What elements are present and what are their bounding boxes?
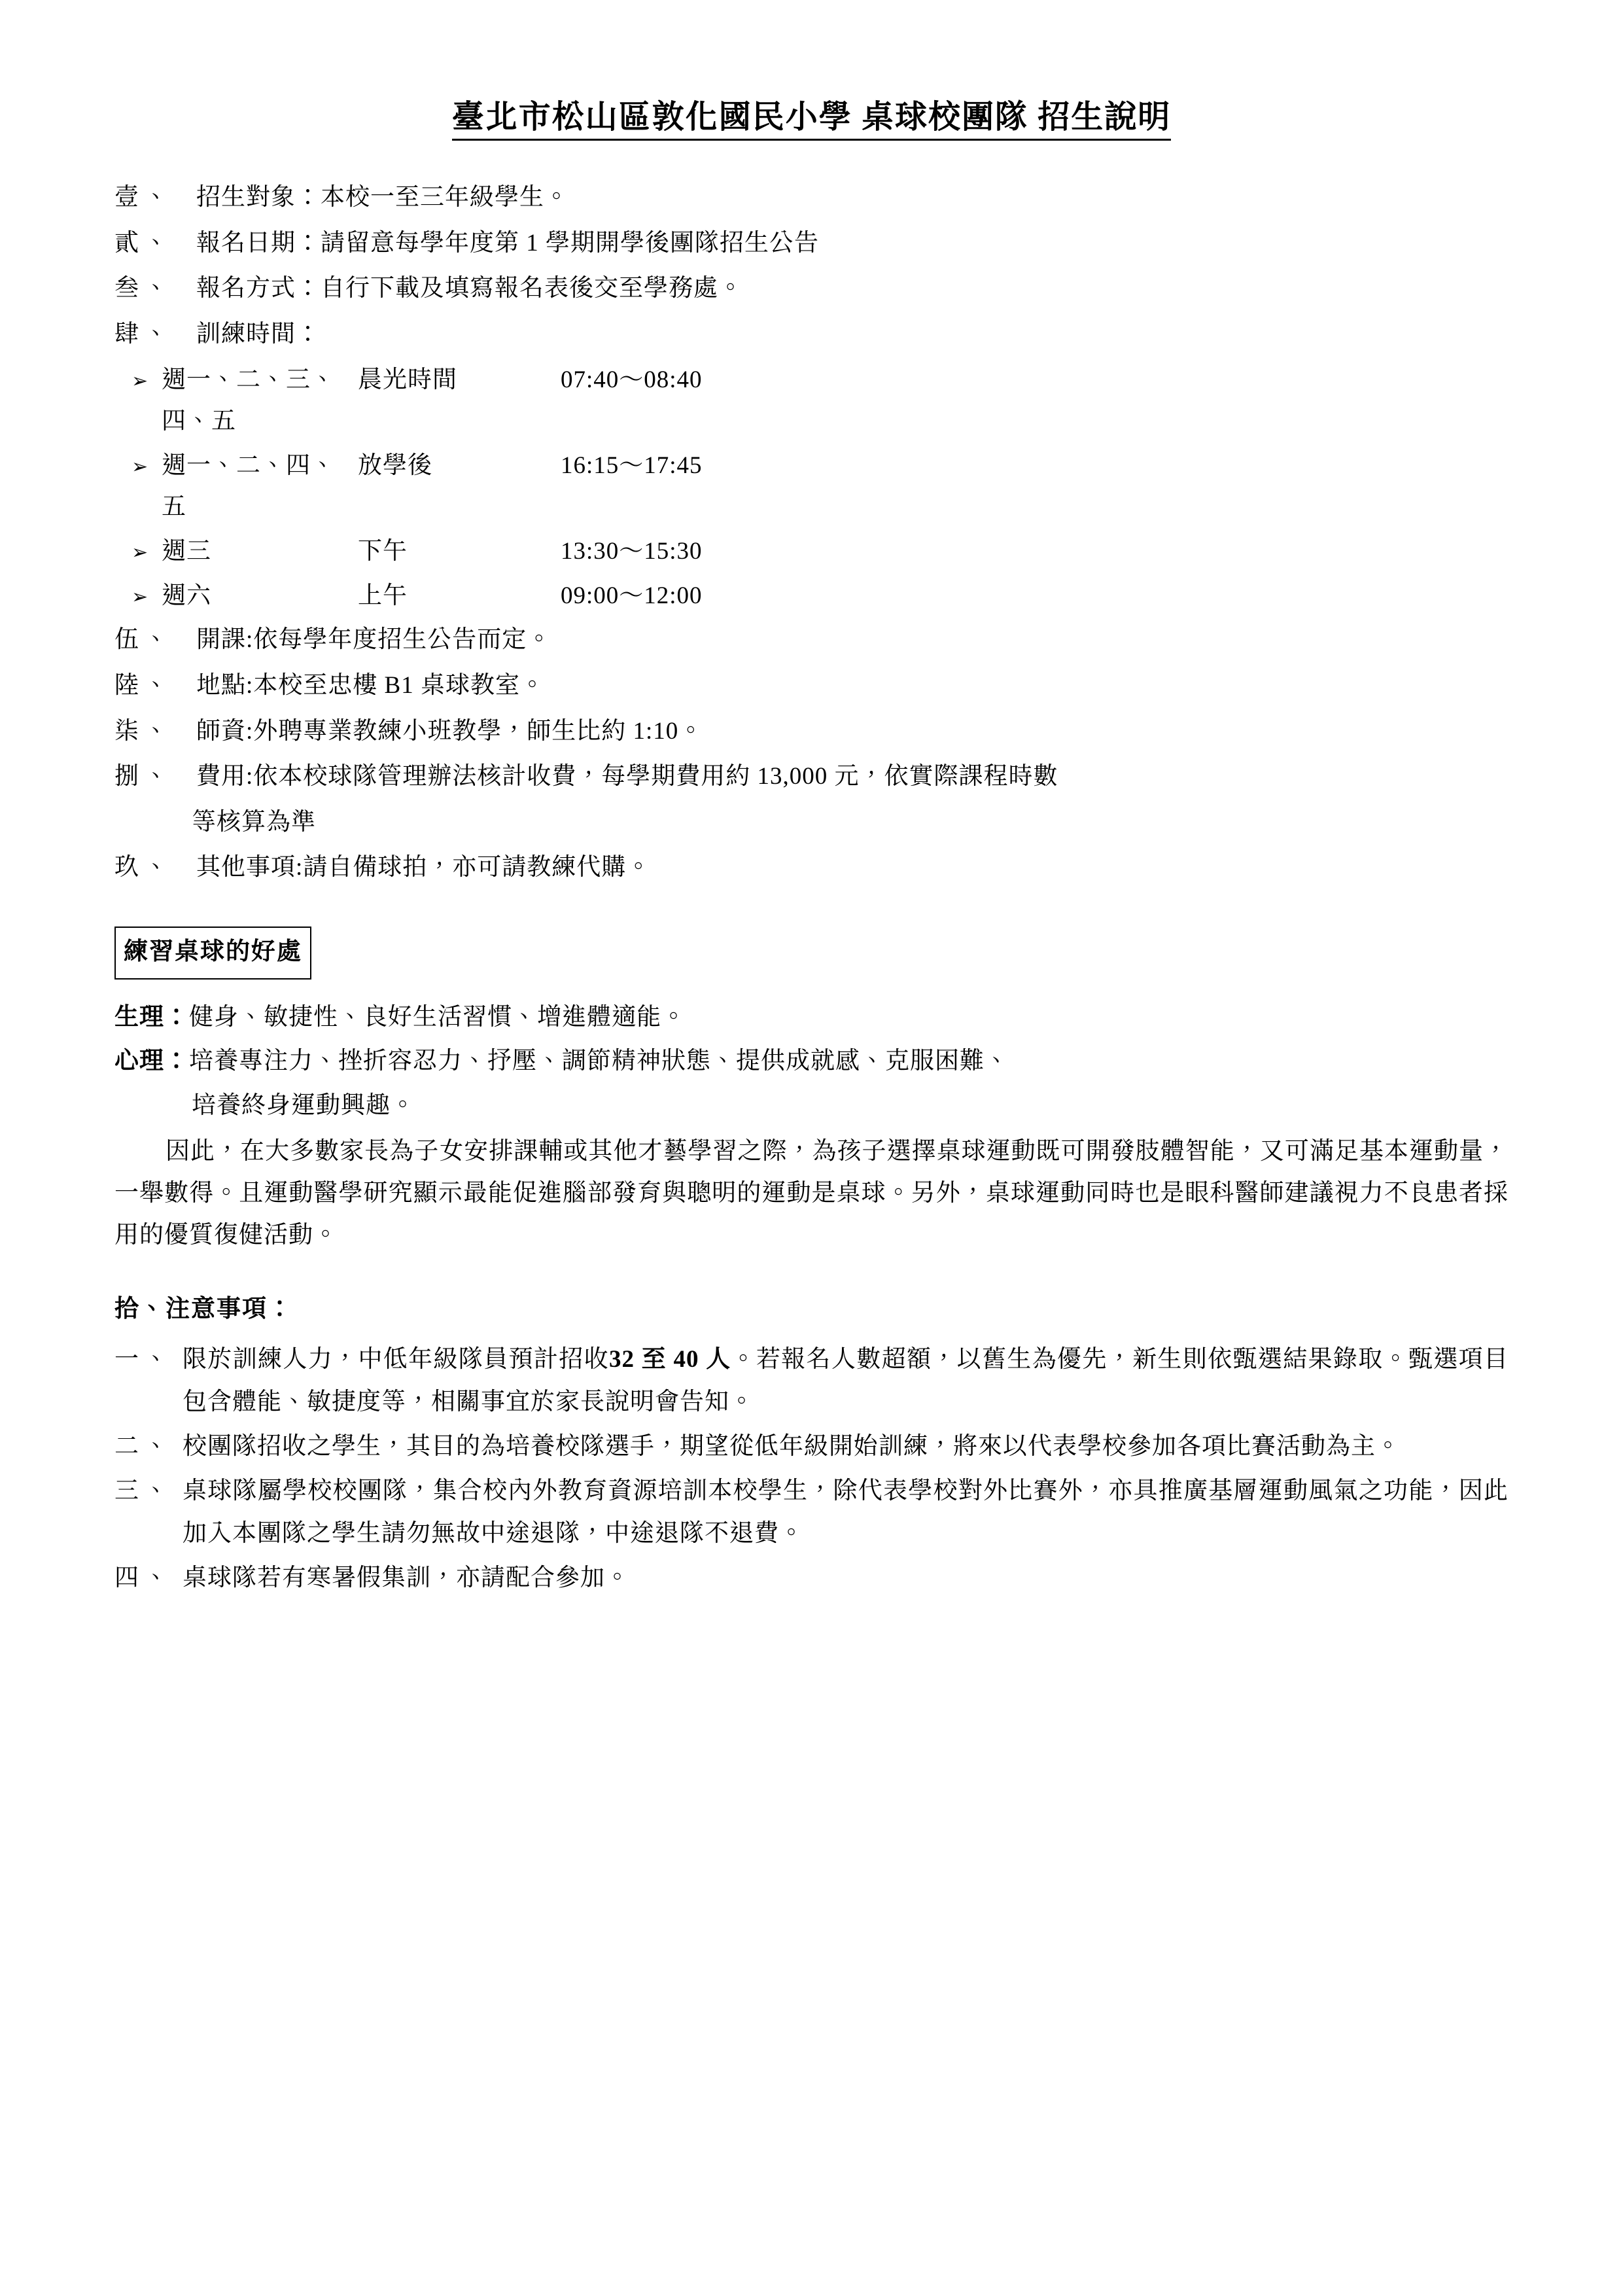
schedule-period: 下午 [358,538,408,565]
arrow-bullet-icon: ➢ [131,455,149,478]
notice-text: 校團隊招收之學生，其目的為培養校隊選手，期望從低年級開始訓練，將來以代表學校參加各項比賽活動為主。 [183,1433,1401,1460]
item-label: 玖、 [114,854,173,881]
page-title-text: 臺北市松山區敦化國民小學 桌球校團隊 招生說明 [452,99,1172,141]
list-item [114,313,1509,355]
benefit-psychological-continuation: 培養終身運動興趣。 [192,1091,415,1119]
item-label: 壹、 [114,184,173,211]
list-item [114,619,1509,661]
section-heading-benefits: 練習桌球的好處 [114,927,311,980]
item-label: 捌、 [114,763,173,790]
benefit-psychological-label: 心理： [114,1048,189,1075]
document-body [114,177,1509,1600]
list-item [114,268,1509,309]
item-text: 訓練時間： [196,320,321,347]
item-text: 費用:依本校球隊管理辦法核計收費，每學期費用約 13,000 元，依實際課程時數 [196,763,1058,790]
notice-number: 二、 [114,1433,173,1460]
schedule-time: 16:15～17:45 [561,451,703,479]
notice-text-before: 限於訓練人力，中低年級隊員預計招收 [183,1346,609,1373]
schedule-day: 週三 [162,538,211,565]
notice-item [114,1426,1509,1468]
item-label: 伍、 [114,626,173,654]
benefit-physiological-label: 生理： [114,1003,189,1031]
notice-text: 桌球隊若有寒暑假集訓，亦請配合參加。 [183,1564,630,1592]
benefit-physiological [114,997,1509,1038]
benefits-paragraph: 因此，在大多數家長為子女安排課輔或其他才藝學習之際，為孩子選擇桌球運動既可開發肢體智能，又可滿足基本運動量，一舉數得。且運動醫學研究顯示最能促進腦部發育與聰明的運動是桌球。另外，桌球運動同時也是眼科醫師建議視力不良患者採用的優質復健活動。 [114,1137,1509,1249]
list-item [114,847,1509,889]
notice-item [114,1557,1509,1599]
item-text: 報名日期：請留意每學年度第 1 學期開學後團隊招生公告 [196,229,819,256]
schedule-period: 放學後 [358,451,432,479]
section-heading-notices: 拾、注意事項： [114,1295,293,1322]
schedule-day: 週一、二、三、四、五 [162,366,336,435]
notice-number: 一、 [114,1346,173,1373]
arrow-bullet-icon: ➢ [131,586,149,608]
item-text: 招生對象：本校一至三年級學生。 [196,184,569,211]
list-item [114,756,1509,798]
arrow-bullet-icon: ➢ [131,542,149,563]
page-title [114,92,1509,137]
schedule-time: 09:00～12:00 [561,582,703,609]
schedule-row [114,531,1509,573]
notice-text-emphasis: 32 至 40 人 [608,1346,731,1373]
list-item [114,222,1509,264]
schedule-time: 13:30～15:30 [561,538,703,565]
schedule-day: 週六 [162,582,211,609]
benefit-physiological-text: 健身、敏捷性、良好生活習慣、增進體適能。 [189,1003,686,1031]
item-text: 其他事項:請自備球拍，亦可請教練代購。 [196,854,652,881]
schedule-time: 07:40～08:40 [561,366,703,393]
item-label: 柒、 [114,717,173,745]
notice-text: 桌球隊屬學校校團隊，集合校內外教育資源培訓本校學生，除代表學校對外比賽外，亦具推廣基層運動風氣之功能，因此加入本團隊之學生請勿無故中途退隊，中途退隊不退費。 [183,1477,1509,1547]
schedule-row [114,359,1509,442]
item-text: 等核算為準 [192,808,316,836]
notice-number: 三、 [114,1477,173,1505]
schedule-period: 晨光時間 [358,366,457,393]
list-item-continuation [114,802,1509,843]
schedule-day: 週一、二、四、五 [162,451,336,521]
item-text: 地點:本校至忠樓 B1 桌球教室。 [196,671,545,699]
list-item [114,665,1509,707]
item-text: 開課:依每學年度招生公告而定。 [196,626,552,654]
list-item [114,711,1509,752]
list-item [114,177,1509,219]
notice-number: 四、 [114,1564,173,1592]
item-label: 肆、 [114,320,173,347]
item-label: 貳、 [114,229,173,256]
item-label: 叁、 [114,275,173,302]
benefit-psychological-text: 培養專注力、挫折容忍力、抒壓、調節精神狀態、提供成就感、克服困難、 [189,1048,1009,1075]
schedule-row [114,575,1509,617]
item-text: 報名方式：自行下載及填寫報名表後交至學務處。 [196,275,743,302]
notice-text-after: 。若報名人數超額，以舊生為優先，新生則依甄選結果錄取。甄選項目包含體能、敏捷度等，相關事宜於家長說明會告知。 [183,1346,1509,1415]
arrow-bullet-icon: ➢ [131,370,149,392]
benefit-psychological [114,1040,1509,1082]
notice-text [183,1339,1509,1423]
item-label: 陸、 [114,671,173,699]
schedule-row [114,445,1509,528]
notice-item [114,1470,1509,1555]
notice-item [114,1339,1509,1423]
item-text: 師資:外聘專業教練小班教學，師生比約 1:10。 [196,717,704,745]
schedule-period: 上午 [358,582,408,609]
